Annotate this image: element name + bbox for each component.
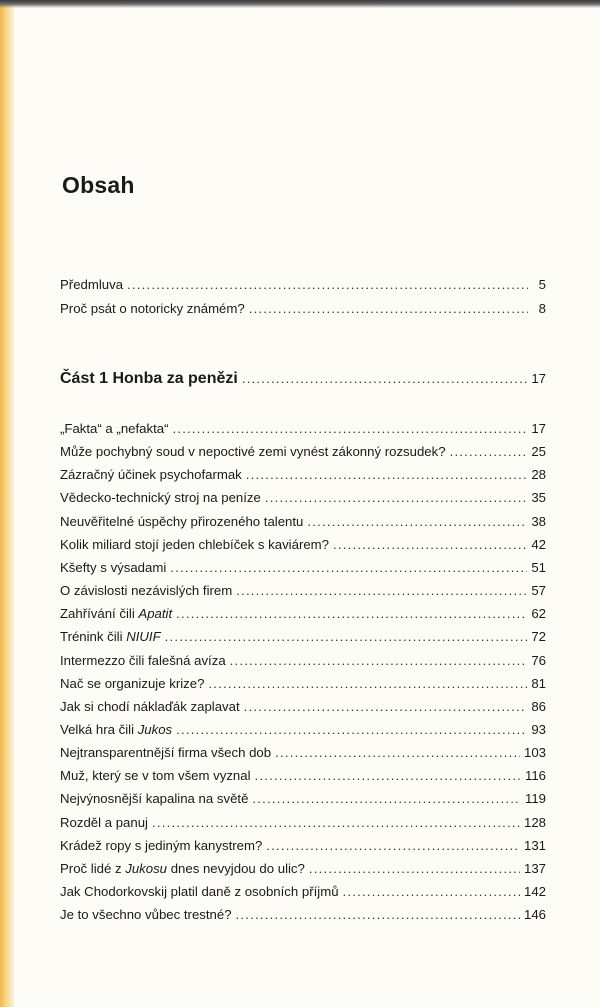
dot-leader xyxy=(244,698,528,716)
toc-entry-text: Proč lidé z xyxy=(60,860,126,876)
toc-entry-page: 93 xyxy=(531,721,546,737)
toc-entry-page: 142 xyxy=(523,884,546,899)
toc-entry-page: 116 xyxy=(524,768,546,784)
toc-entry-title xyxy=(60,883,339,901)
dot-leader xyxy=(255,767,521,785)
toc-entry-page: 5 xyxy=(538,277,546,292)
toc-entry-page: 17 xyxy=(531,371,546,386)
toc-entry-page: 28 xyxy=(531,467,546,483)
dot-leader xyxy=(265,489,527,507)
toc-entry-text: Zázračný účinek psychofarmak xyxy=(60,467,242,483)
toc-entry-page: 25 xyxy=(531,444,546,460)
toc-entry-title xyxy=(60,605,172,623)
toc-entry xyxy=(60,466,546,484)
toc-entry-page: 137 xyxy=(523,860,546,876)
dot-leader xyxy=(275,744,520,762)
toc-entry xyxy=(60,860,546,878)
dot-leader xyxy=(450,443,528,461)
toc-entry xyxy=(60,582,546,600)
toc-entry-text: Kšefty s výsadami xyxy=(60,559,167,575)
dot-leader xyxy=(307,513,527,531)
dot-leader xyxy=(249,300,528,318)
toc-entry-title xyxy=(60,767,251,785)
toc-entry-page: 103 xyxy=(523,745,546,761)
toc-entry-page: 146 xyxy=(523,907,546,923)
toc-entry-text: dnes nevyjdou do ulic? xyxy=(167,860,305,876)
toc-entry-text: Intermezzo čili falešná avíza xyxy=(60,652,226,668)
toc-entry xyxy=(60,744,546,762)
toc-entry-title xyxy=(60,513,303,531)
toc-entry-title xyxy=(60,489,261,507)
toc-entry-page: 128 xyxy=(523,814,546,830)
toc-entry-page: 57 xyxy=(531,583,546,599)
toc-entry-page: 81 xyxy=(531,675,546,691)
toc-entry-page: 8 xyxy=(538,301,546,316)
toc-entry-title xyxy=(60,466,242,484)
toc-entry xyxy=(60,698,546,716)
toc-entry xyxy=(60,420,546,438)
dot-leader xyxy=(309,860,520,878)
toc-page xyxy=(60,0,546,1007)
toc-entry xyxy=(60,767,546,785)
toc-entry-title xyxy=(60,814,148,832)
dot-leader xyxy=(176,605,527,623)
dot-leader xyxy=(176,721,527,739)
toc-entry-title xyxy=(60,536,329,554)
toc-entry-italic: Jukos xyxy=(137,721,173,737)
dot-leader xyxy=(333,536,527,554)
toc-entry-page: 72 xyxy=(531,629,546,645)
part-title: Část 1 Honba za penězi xyxy=(60,370,238,387)
toc-entry-title xyxy=(60,790,248,808)
toc-entry xyxy=(60,443,546,461)
page-edge-shadow xyxy=(0,0,14,1007)
toc-entry-page: 51 xyxy=(531,559,546,575)
toc-entry-title xyxy=(60,420,168,438)
toc-entry xyxy=(60,675,546,693)
dot-leader xyxy=(266,837,520,855)
toc-entry-text: Nač se organizuje krize? xyxy=(60,675,205,691)
toc-entry-title xyxy=(60,744,271,762)
toc-entry-title xyxy=(60,559,166,577)
dot-leader xyxy=(172,420,527,438)
toc-entry-text: Jak Chodorkovskij platil daně z osobních příjmů xyxy=(60,884,339,899)
toc-entry-text: Zahřívání čili xyxy=(60,606,139,622)
toc-entry-page: 86 xyxy=(531,698,546,714)
dot-leader xyxy=(127,276,528,294)
dot-leader xyxy=(165,628,528,646)
toc-entry xyxy=(60,489,546,507)
toc-entry-text: Může pochybný soud v nepoctivé zemi vynést zákonný rozsudek? xyxy=(60,444,446,460)
toc-entry-text: Muž, který se v tom všem vyznal xyxy=(60,768,251,784)
toc-entry xyxy=(60,906,546,924)
toc-entry xyxy=(60,883,546,901)
toc-entry-title xyxy=(60,582,232,600)
toc-entry xyxy=(60,790,546,808)
toc-entry-text: Trénink čili xyxy=(60,629,127,645)
toc-entry xyxy=(60,513,546,531)
toc-entry-text: Kolik miliard stojí jeden chlebíček s kaviárem? xyxy=(60,536,329,552)
dot-leader xyxy=(170,559,527,577)
toc-entry-front xyxy=(60,300,546,318)
dot-leader xyxy=(152,814,520,832)
toc-entry-page: 131 xyxy=(523,837,546,853)
toc-entry-italic: NIUIF xyxy=(126,629,161,645)
toc-entry xyxy=(60,837,546,855)
dot-leader xyxy=(236,582,527,600)
dot-leader xyxy=(230,652,528,670)
toc-entry-text: Rozděl a panuj xyxy=(60,814,148,830)
toc-entry xyxy=(60,559,546,577)
page-title: Obsah xyxy=(62,172,135,198)
toc-entry-front xyxy=(60,276,546,294)
toc-entry-title xyxy=(60,906,232,924)
toc-entry-title xyxy=(60,837,262,855)
toc-entry-title xyxy=(60,652,226,670)
toc-entry-text: Velká hra čili xyxy=(60,721,138,737)
dot-leader xyxy=(242,370,528,388)
toc-entry-page: 17 xyxy=(531,421,546,436)
dot-leader xyxy=(236,906,520,924)
toc-entry xyxy=(60,628,546,646)
toc-entry-page: 35 xyxy=(531,490,546,506)
dot-leader xyxy=(252,790,521,808)
toc-entry xyxy=(60,605,546,623)
toc-part-heading xyxy=(60,370,546,388)
toc-entry-title xyxy=(60,443,446,461)
toc-entry-text: Nejvýnosnější kapalina na světě xyxy=(60,791,249,807)
toc-entry-page: 62 xyxy=(531,606,546,622)
toc-entry-text: Je to všechno vůbec trestné? xyxy=(60,907,232,923)
toc-entry-title: Předmluva xyxy=(60,277,124,292)
dot-leader xyxy=(343,883,520,901)
toc-entry xyxy=(60,721,546,739)
toc-entry-title xyxy=(60,675,204,693)
toc-entry-text: O závislosti nezávislých firem xyxy=(60,583,233,599)
toc-entry-title xyxy=(60,628,161,646)
toc-entry-italic: Apatit xyxy=(138,606,173,622)
toc-entry xyxy=(60,536,546,554)
toc-entry-page: 76 xyxy=(531,652,546,668)
toc-entry-title xyxy=(60,721,172,739)
toc-entry-title xyxy=(60,860,305,878)
dot-leader xyxy=(208,675,527,693)
toc-entry-title: Proč psát o notoricky známém? xyxy=(60,301,245,316)
toc-entry-text: Krádež ropy s jediným kanystrem? xyxy=(60,837,263,853)
toc-entry-text: „Fakta“ a „nefakta“ xyxy=(60,421,169,436)
toc-entry-text: Nejtransparentnější firma všech dob xyxy=(60,745,272,761)
toc-entry-italic: Jukosu xyxy=(125,860,168,876)
toc-entry-text: Vědecko-technický stroj na peníze xyxy=(60,490,261,506)
toc-entry-page: 119 xyxy=(524,791,546,807)
toc-entry-text: Neuvěřitelné úspěchy přirozeného talentu xyxy=(60,513,304,529)
toc-entry xyxy=(60,814,546,832)
toc-entry-text: Jak si chodí náklaďák zaplavat xyxy=(60,698,240,714)
toc-entry-page: 42 xyxy=(531,536,546,552)
dot-leader xyxy=(246,466,528,484)
toc-entry xyxy=(60,652,546,670)
toc-entry-title xyxy=(60,698,240,716)
toc-entry-page: 38 xyxy=(531,513,546,529)
